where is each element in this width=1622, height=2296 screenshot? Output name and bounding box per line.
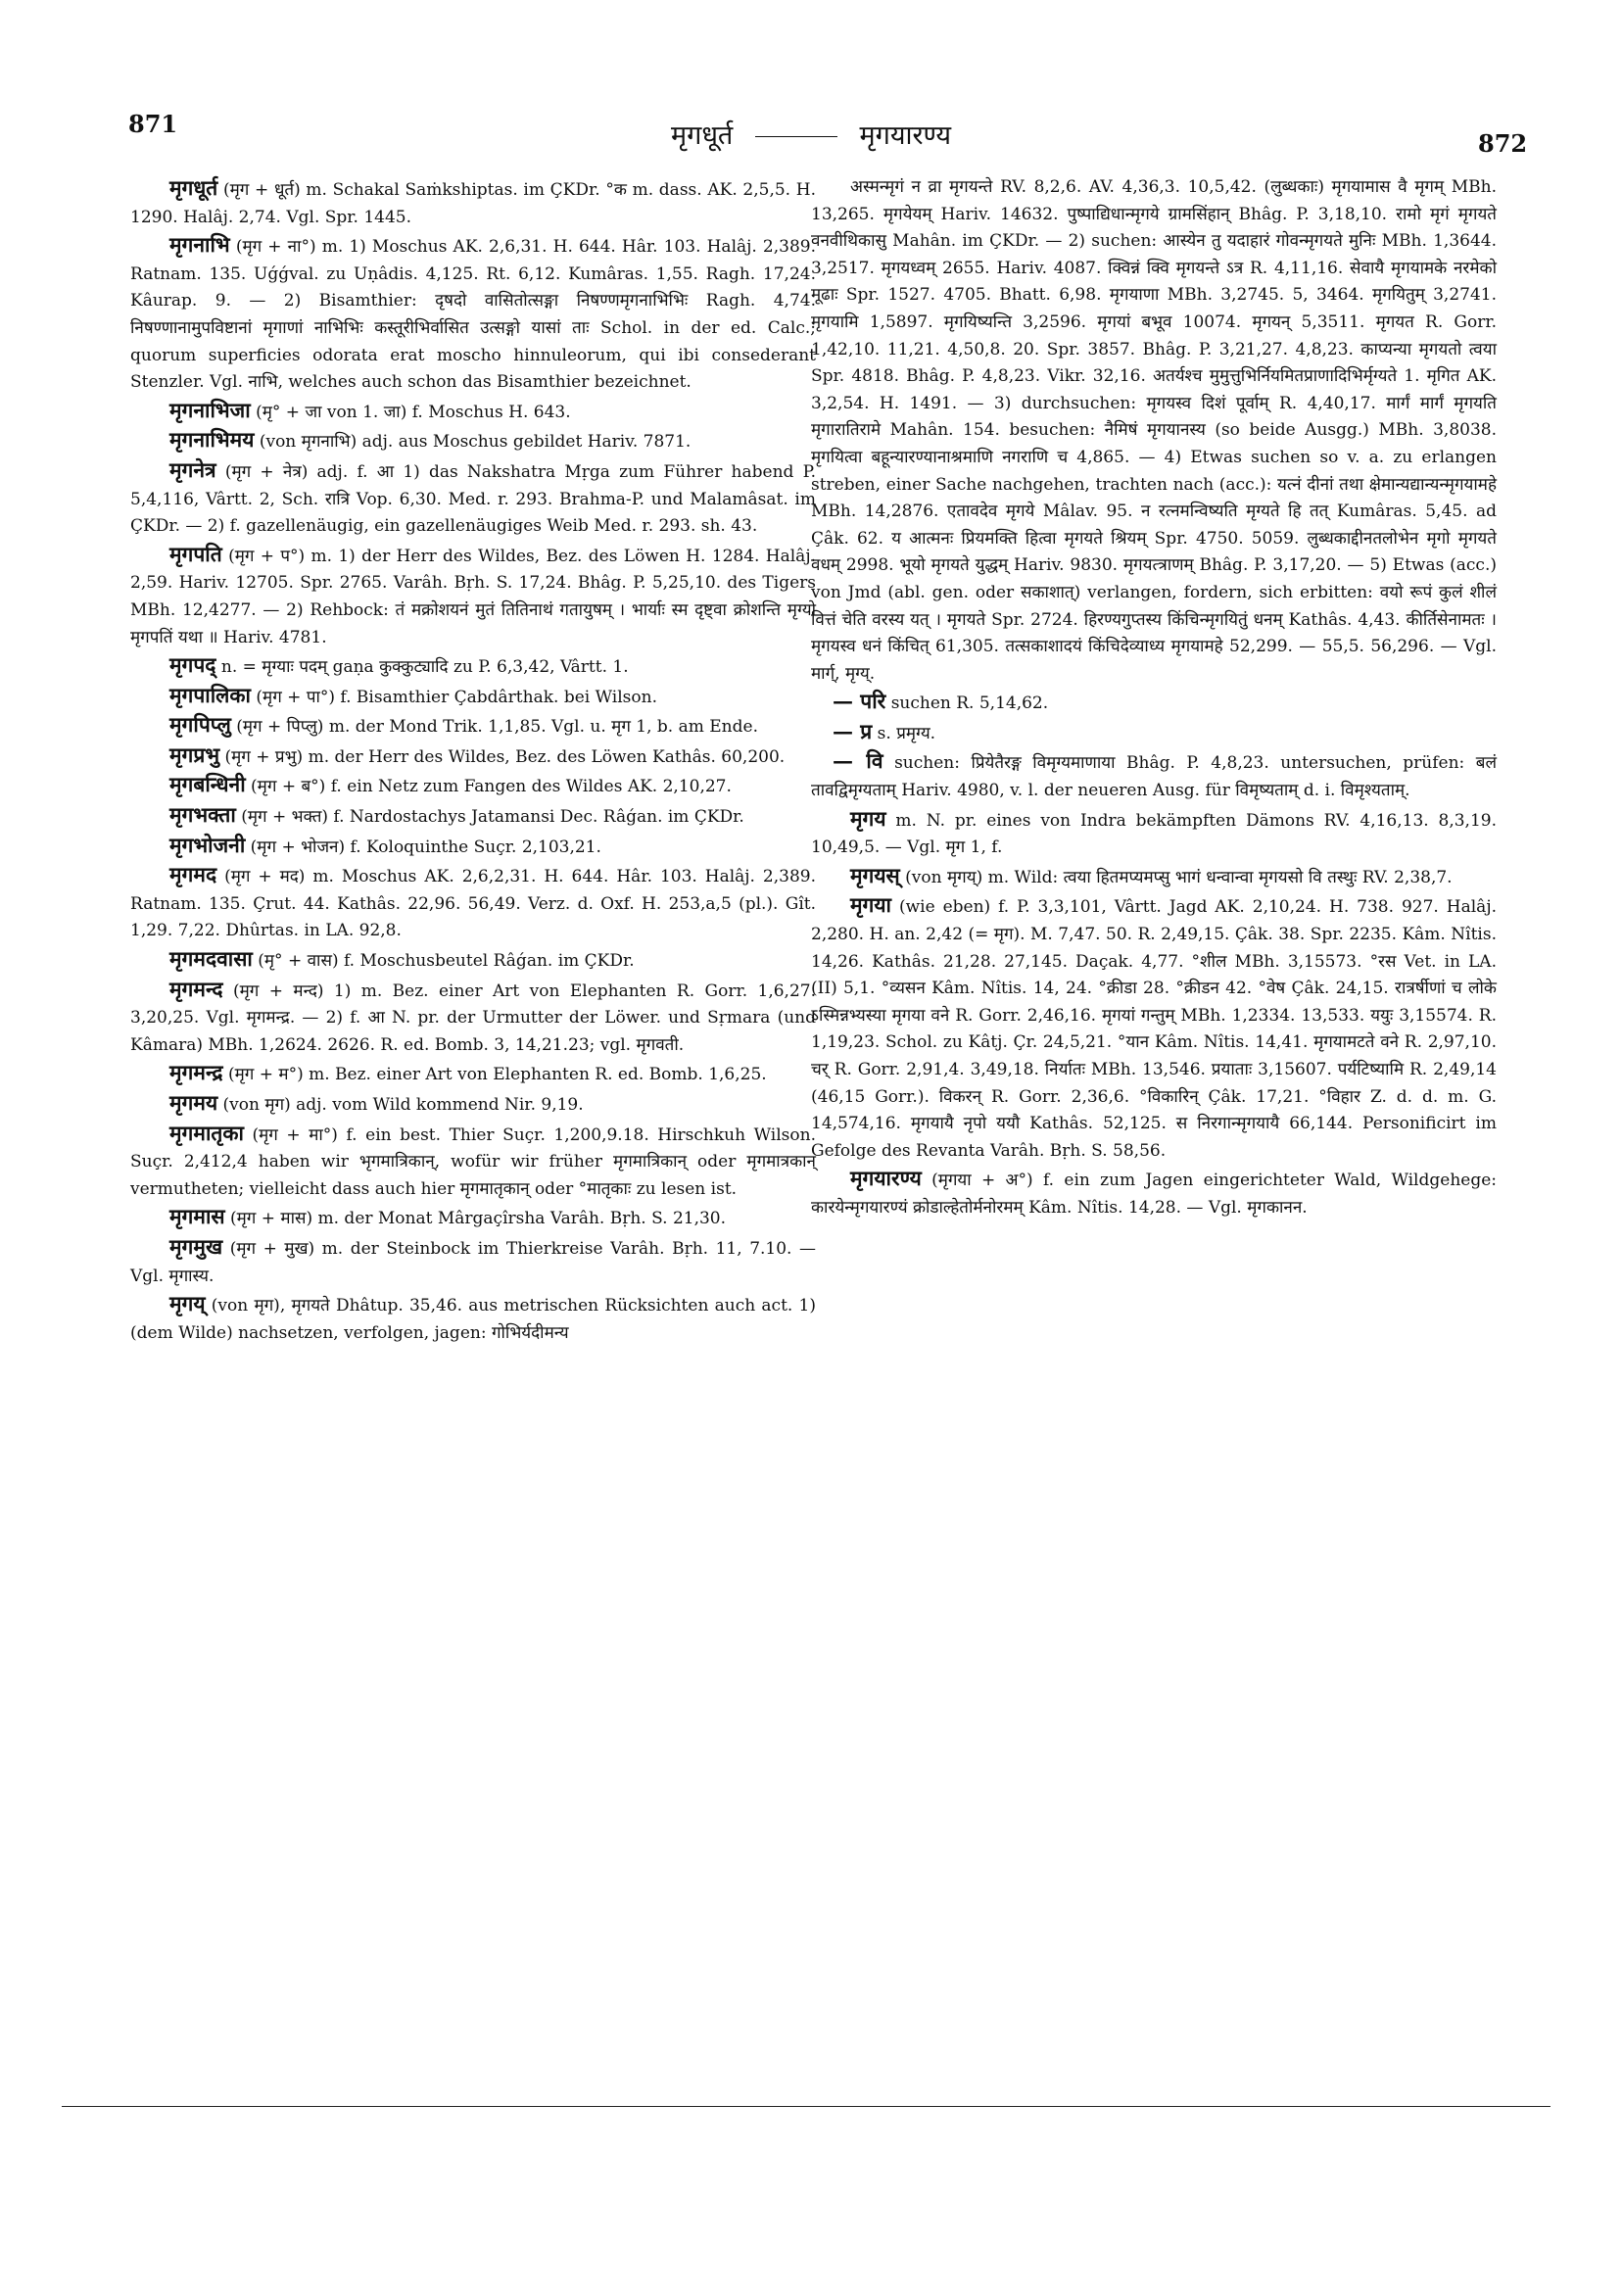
dictionary-entry xyxy=(130,832,816,862)
entry-headword: मृगय् xyxy=(169,1291,206,1316)
entry-headword: मृगपालिका xyxy=(169,682,251,707)
entry-text: (मृग + पिप्लु) m. der Mond Trik. 1,1,85. Vgl. u. मृग 1, b. am Ende. xyxy=(236,717,758,738)
dictionary-entry xyxy=(130,174,816,231)
running-head xyxy=(0,116,1622,152)
entry-headword: मृगपति xyxy=(169,541,222,566)
entry-headword: मृगमुख xyxy=(169,1233,223,1259)
entry-headword: मृगमदवासा xyxy=(169,946,253,972)
entry-text: (von मृगनाभि) adj. aus Moschus gebildet Hariv. 7871. xyxy=(259,432,692,453)
entry-headword: मृगमन्द xyxy=(169,976,223,1001)
dictionary-entry xyxy=(811,747,1497,804)
dictionary-entry xyxy=(130,1290,816,1347)
dictionary-entry xyxy=(811,862,1497,892)
entry-text: m. N. pr. eines von Indra bekämpften Dämons RV. 4,16,13. 8,3,19. 10,49,5. — Vgl. मृग 1, f. xyxy=(811,810,1497,858)
entry-text: (मृग + मुख) m. der Steinbock im Thierkreise Varâh. Bṛh. 11, 7.10. — Vgl. मृगास्य. xyxy=(130,1238,817,1286)
entry-text: suchen: प्रियेतैरङ्ग विमृग्यमाणाया Bhâg. P. 4,8,23. untersuchen, prüfen: बलं तावद्विमृग्यताम् Hariv. 4980, v. l. der neueren Ausg. für विमृष्यताम् d. i. विमृश्यताम्. xyxy=(811,753,1497,801)
entry-headword: मृगमय xyxy=(169,1090,218,1115)
page-number-right: 872 xyxy=(1478,129,1528,158)
page-number-left: 871 xyxy=(128,110,178,138)
entry-text: (von मृग) adj. vom Wild kommend Nir. 9,19. xyxy=(222,1095,584,1115)
entry-headword: मृगमन्द्र xyxy=(169,1060,223,1085)
entry-text: (मृगया + अ°) f. ein zum Jagen eingerichteter Wald, Wildgehege: कारयेन्मृगयारण्यं क्रोडाल्हेतोर्मनोरमम् Kâm. Nîtis. 14,28. — Vgl. मृगकानन. xyxy=(811,1171,1497,1218)
entry-headword: मृगनाभि xyxy=(169,232,230,258)
entry-headword: मृगपद् xyxy=(169,652,216,678)
dictionary-entry xyxy=(130,426,816,456)
entry-text: (मृग + मास) m. der Monat Mârgaçîrsha Varâh. Bṛh. S. 21,30. xyxy=(229,1209,727,1229)
dictionary-entry xyxy=(130,1203,816,1233)
dictionary-entry xyxy=(130,711,816,741)
entry-text: (मृग + मा°) f. ein best. Thier Suçr. 1,200,9.18. Hirschkuh Wilson. Suçr. 2,412,4 haben wir भृगमात्रिकान्, wofür wir früher मृगमात्रिकान् oder मृगमात्रकान् vermutheten; vielleicht dass auch hier मृगमातृकान् oder °मातृकाः zu lesen ist. xyxy=(130,1124,816,1199)
entry-headword: मृगमातृका xyxy=(169,1120,244,1145)
entry-headword: मृगपिप्लु xyxy=(169,712,231,738)
entry-headword: मृगनेत्र xyxy=(169,456,216,482)
entry-headword: मृगबन्धिनी xyxy=(169,772,246,797)
entry-text: (मृग + प°) m. 1) der Herr des Wildes, Bez. des Löwen H. 1284. Halâj. 2,59. Hariv. 12705. Spr. 2765. Varâh. Bṛh. S. 17,24. Bhâg. P. 5,25,10. des Tigers MBh. 12,4277. — 2) Rehbock: तं मक्रोशयनं मुतं तितिनाथं गतायुषम् । भार्याः स्म दृष्ट्वा क्रोशन्ति मृग्यो मृगपतिं यथा ॥ Hariv. 4781. xyxy=(130,546,816,647)
entry-headword: मृगभोजनी xyxy=(169,832,246,857)
dictionary-entry xyxy=(811,1165,1497,1221)
entry-headword: मृगनाभिमय xyxy=(169,427,255,453)
entry-text: (मृग + ना°) m. 1) Moschus AK. 2,6,31. H. 644. Hâr. 103. Halâj. 2,389. Ratnam. 135. Uǵǵval. zu Uṇâdis. 4,125. Rt. 6,12. Kumâras. 1,55. Ragh. 17,24. Kâurap. 9. — 2) Bisamthier: दृषदो वासितोत्सङ्गा निषण्णमृगनाभिभिः Ragh. 4,74. निषण्णानामुपविष्टानां मृगाणां नाभिभिः कस्तूरीभिर्वासित उत्सङ्गो यासां ताः Schol. in der ed. Calc.; quorum superficies odorata erat moscho hinnuleorum, qui ibi consederant Stenzler. Vgl. नाभि, welches auch schon das Bisamthier bezeichnet. xyxy=(130,237,817,393)
dictionary-entry xyxy=(811,718,1497,748)
entry-text: (मृग + ब°) f. ein Netz zum Fangen des Wildes AK. 2,10,27. xyxy=(251,777,732,797)
dictionary-entry xyxy=(130,861,816,945)
entry-headword: मृगधूर्त xyxy=(169,175,218,200)
entry-headword: मृगया xyxy=(850,892,891,918)
dictionary-entry xyxy=(811,891,1497,1165)
entry-text: (मृग + पा°) f. Bisamthier Çabdârthak. bei Wilson. xyxy=(256,687,657,707)
entry-text: (मृग + नेत्र) adj. f. आ 1) das Nakshatra Mṛga zum Führer habend P. 5,4,116, Vârtt. 2, Sch. रात्रि Vop. 6,30. Med. r. 293. Brahma-P. und Malamâsat. im ÇKDr. — 2) f. gazellenäugig, ein gazellenäugiges Weib Med. r. 293. sh. 43. xyxy=(130,461,817,537)
entry-headword: मृगमद xyxy=(169,862,217,887)
entry-headword: मृगमास xyxy=(169,1204,225,1229)
entry-text: अस्मन्मृगं न व्रा मृगयन्ते RV. 8,2,6. AV. 4,36,3. 10,5,42. (लुब्धकाः) मृगयामास वै मृगम् MBh. 13,265. मृगयेयम् Hariv. 14632. पुष्पाद्यिधान्मृगये ग्रामसिंहान् Bhâg. P. 3,18,10. रामो मृगं मृगयते वनवीथिकासु Mahân. im ÇKDr. — 2) suchen: आस्येन तु यदाहारं गोवन्मृगयते मुनिः MBh. 1,3644. 3,2517. मृगयध्वम् 2655. Hariv. 4087. क्विन्नं क्वि मृगयन्ते ऽत्र R. 4,11,16. सेवायै मृगयामके नरमेको मूढाः Spr. 1527. 4705. Bhatt. 6,98. मृगयाणा MBh. 3,2745. 5, 3464. मृगयितुम् 3,2741. मृगयामि 1,5897. मृगयिष्यन्ति 3,2596. मृगयां बभूव 10074. मृगयन् 5,3511. मृगयत R. Gorr. 1,42,10. 11,21. 4,50,8. 20. Spr. 3857. Bhâg. P. 3,21,27. 4,8,23. काप्यन्या मृगयतो त्वया Spr. 4818. Bhâg. P. 4,8,23. Vikr. 32,16. अतर्यश्च मुमुत्तुभिर्नियमितप्राणादिभिर्मृग्यते 1. मृगित AK. 3,2,54. H. 1491. — 3) durchsuchen: मृगयस्व दिशं पूर्वाम् R. 4,40,17. मार्गं मार्गं मृगयति मृगारातिरामे Mahân. 154. besuchen: नैमिषं मृगयानस्य (so beide Ausgg.) MBh. 3,8038. मृगयित्वा बहून्यारण्यानाश्रमाणि नगराणि च 4,865. — 4) Etwas suchen so v. a. zu erlangen streben, einer Sache nachgehen, trachten nach (acc.): यत्नं दीनां तथा क्षेमान्यद्यान्यन्मृगयामहे MBh. 14,2876. एतावदेव मृगये Mâlav. 95. न रत्नमन्विष्यति मृग्यते हि तत् Kumâras. 5,45. ad Çâk. 62. य आत्मनः प्रियमक्ति हित्वा मृगयते श्रियम् Spr. 4750. 5059. लुब्धकाद्दीनतलोभेन मृगो मृगयते वधम् 2998. भूयो मृगयते युद्धम् Hariv. 9830. मृगयत्त्राणम् Bhâg. P. 3,17,20. — 5) Etwas (acc.) von Jmd (abl. gen. oder सकाशात्) verlangen, fordern, sich erbitten: वयो रूपं कुलं शीलं वित्तं चेति वरस्य यत् । मृगयते Spr. 2724. हिरण्यगुप्तस्य किंचिन्मृगयितुं धनम् Kathâs. 4,43. कीर्तिसेनामतः । मृगयस्व धनं किंचित् 61,305. तत्सकाशादयं किंचिदेव्याध्य मृगयामहे 52,299. — 55,5. 56,296. — Vgl. मार्ग्, मृग्य्. xyxy=(811,177,1497,684)
dictionary-entry xyxy=(130,1059,816,1089)
entry-text: (von मृगय्) m. Wild: त्वया हितमप्यमप्सु भागं धन्वान्वा मृगयसो वि तस्थुः RV. 2,38,7. xyxy=(905,867,1453,887)
entry-text: (मृग + भोजन) f. Koloquinthe Suçr. 2,103,21. xyxy=(250,837,601,857)
dictionary-entry xyxy=(811,688,1497,718)
entry-headword: मृगप्रभु xyxy=(169,741,220,767)
entry-text: (मृग + धूर्त) m. Schakal Saṁkshiptas. im ÇKDr. °क m. dass. AK. 2,5,5. H. 1290. Halâj. 2,74. Vgl. Spr. 1445. xyxy=(130,180,816,227)
dictionary-entry xyxy=(130,456,816,541)
dictionary-entry xyxy=(130,682,816,712)
entry-headword: मृगभक्ता xyxy=(169,802,236,828)
dictionary-entry xyxy=(130,541,816,651)
entry-text: (मृ° + जा von 1. जा) f. Moschus H. 643. xyxy=(256,402,571,422)
dictionary-entry xyxy=(130,741,816,772)
running-head-dash xyxy=(755,136,837,137)
dictionary-entry xyxy=(130,1120,816,1204)
entry-text: s. प्रमृग्य. xyxy=(877,723,936,743)
page-header xyxy=(0,0,1622,176)
bottom-rule xyxy=(62,2106,1550,2107)
left-column xyxy=(130,174,816,1347)
entry-text: (मृ° + वास) f. Moschusbeutel Râǵan. im ÇKDr. xyxy=(258,951,635,972)
entry-text: suchen R. 5,14,62. xyxy=(890,694,1049,714)
dictionary-entry xyxy=(130,651,816,682)
entry-text: n. = मृग्याः पदम् gaṇa कुक्कुट्यादि zu P. 6,3,42, Vârtt. 1. xyxy=(220,657,629,678)
dictionary-entry xyxy=(130,945,816,976)
dictionary-entry xyxy=(811,805,1497,862)
entry-headword: मृगयारण्य xyxy=(850,1166,922,1191)
entry-text: (von मृग), मृगयते Dhâtup. 35,46. aus metrischen Rücksichten auch act. 1) (dem Wilde) nachsetzen, verfolgen, jagen: गोभिर्यदीमन्य xyxy=(130,1296,816,1343)
entry-text: (मृग + भक्त) f. Nardostachys Jatamansi Dec. Râǵan. im ÇKDr. xyxy=(241,807,744,828)
right-column xyxy=(811,174,1497,1222)
dictionary-entry xyxy=(130,397,816,427)
dictionary-entry xyxy=(130,976,816,1060)
entry-text: (मृग + प्रभु) m. der Herr des Wildes, Bez. des Löwen Kathâs. 60,200. xyxy=(224,746,786,767)
entry-text: (wie eben) f. P. 3,3,101, Vârtt. Jagd AK. 2,10,24. H. 738. 927. Halâj. 2,280. H. an. 2,42 (= मृग). M. 7,47. 50. R. 2,49,15. Çâk. 38. Spr. 2235. Kâm. Nîtis. 14,26. Kathâs. 21,28. 27,145. Daçak. 4,77. °शील MBh. 3,15573. °रस Vet. in LA. (II) 5,1. °व्यसन Kâm. Nîtis. 14, 24. °क्रीडा 28. °क्रीडन 42. °वेष Çâk. 24,15. रात्रर्षीणां च लोके ऽस्मिन्नभ्यस्या मृगया वने R. Gorr. 2,46,16. मृगयां गन्तुम् MBh. 1,2334. 13,533. ययुः 3,15574. R. 1,19,23. Schol. zu Kâtj. Çr. 24,5,21. °यान Kâm. Nîtis. 14,41. मृगयामटते वने R. 2,97,10. चर् R. Gorr. 2,91,4. 3,49,18. निर्यातः MBh. 13,546. प्रयाताः 3,15607. पर्यटिष्यामि R. 2,49,14 (46,15 Gorr.). विकरन् R. Gorr. 2,36,6. °विकारिन् Çâk. 17,21. °विहार Z. d. d. m. G. 14,574,16. मृगयायै नृपो ययौ Kathâs. 52,125. स निरगान्मृगयायै 66,144. Personificirt im Gefolge des Revanta Varâh. Bṛh. S. 58,56. xyxy=(811,897,1497,1161)
entry-text: (मृग + म°) m. Bez. einer Art von Elephanten R. ed. Bomb. 1,6,25. xyxy=(228,1065,767,1085)
entry-headword: — प्र xyxy=(833,718,873,743)
entry-headword: — परि xyxy=(833,689,886,714)
entry-headword: — वि xyxy=(833,748,883,774)
dictionary-entry xyxy=(130,1089,816,1120)
entry-headword: मृगयस् xyxy=(850,862,900,887)
running-head-right: मृगयारण्य xyxy=(859,120,952,151)
dictionary-entry xyxy=(811,174,1497,688)
entry-headword: मृगनाभिजा xyxy=(169,397,251,422)
running-head-left: मृगधूर्त xyxy=(670,120,734,151)
entry-text: (मृग + मद) m. Moschus AK. 2,6,2,31. H. 644. Hâr. 103. Halâj. 2,389. Ratnam. 135. Çrut. 44. Kathâs. 22,96. 56,49. Verz. d. Oxf. H. 253,a,5 (pl.). Gît. 1,29. 7,22. Dhûrtas. in LA. 92,8. xyxy=(130,867,816,941)
dictionary-entry xyxy=(130,231,816,397)
dictionary-entry xyxy=(130,771,816,801)
entry-headword: मृगय xyxy=(850,805,886,831)
dictionary-entry xyxy=(130,801,816,832)
entry-text: (मृग + मन्द) 1) m. Bez. einer Art von Elephanten R. Gorr. 1,6,27. 3,20,25. Vgl. मृगमन्द्र. — 2) f. आ N. pr. der Urmutter der Löwer. und Sṛmara (und Kâmara) MBh. 1,2624. 2626. R. ed. Bomb. 3, 14,21.23; vgl. मृगवती. xyxy=(130,981,816,1055)
dictionary-entry xyxy=(130,1233,816,1290)
